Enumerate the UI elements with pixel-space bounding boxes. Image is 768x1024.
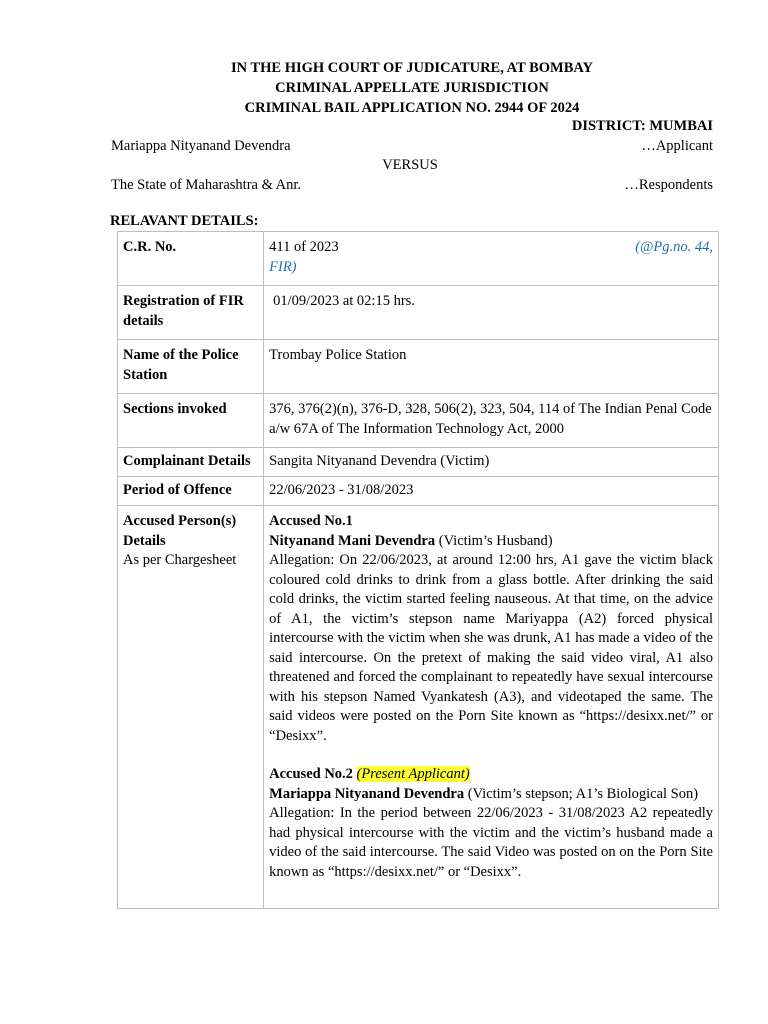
cr-reference-link[interactable]: (@Pg.no. 44, — [635, 239, 713, 255]
police-station-value: Trombay Police Station — [264, 340, 719, 394]
accused2-name: Mariappa Nityanand Devendra — [269, 785, 465, 802]
cr-value: 411 of 2023 — [269, 239, 339, 255]
cr-reference-link-cont[interactable]: FIR) — [269, 258, 297, 275]
applicant-role: …Applicant — [641, 138, 713, 154]
accused2-allegation: Allegation: In the period between 22/06/2023 - 31/08/2023 A2 repeatedly had physical intercourse with the victim and the victim’s husband made a video of the said intercourse. The said Video was posted on on the Porn Site known as “https://desixx.net/” or “Desixx”. — [269, 805, 713, 880]
cr-cell — [264, 232, 719, 286]
accused1-allegation: Allegation: On 22/06/2023, at around 12:00 hrs, A1 gave the victim black coloured cold drinks to drink from a glass bottle. After drinking the said cold drinks, the victim started feeling nauseous. At that time, on the advice of A1, the victim’s stepson name Mariyappa (A2) forced physical intercourse with the victim when she was drunk, A1 has made a video of the said intercourse. On the pretext of making the said video viral, A1 also threatened and forced the complainant to repeatedly have sexual intercourse with his stepson Named Vyankatesh (A3), and videotaped the same. The said videos were posted on the Porn Site known as “https://desixx.net/” or “Desixx”. — [269, 552, 713, 744]
jurisdiction: CRIMINAL APPELLATE JURISDICTION — [275, 80, 549, 96]
respondent-name: The State of Maharashtra & Anr. — [111, 177, 302, 193]
respondent-line — [111, 177, 713, 194]
police-station-label: Name of the Police Station — [118, 340, 264, 394]
accused1-relation: (Victim’s Husband) — [438, 532, 553, 549]
application-number: CRIMINAL BAIL APPLICATION NO. 2944 OF 2024 — [244, 100, 580, 116]
section-title: RELAVANT DETAILS: — [110, 213, 259, 229]
accused-label-cell — [118, 506, 264, 909]
applicant-name: Mariappa Nityanand Devendra — [111, 138, 291, 154]
accused1-name-line — [269, 532, 713, 552]
period-value: 22/06/2023 - 31/08/2023 — [264, 476, 719, 506]
complainant-label: Complainant Details — [118, 448, 264, 477]
period-label: Period of Offence — [118, 476, 264, 506]
sections-value: 376, 376(2)(n), 376-D, 328, 506(2), 323, 504, 114 of The Indian Penal Code a/w 67A of The Information Technology Act, 2000 — [264, 394, 719, 448]
table-row — [118, 394, 719, 448]
accused1-name: Nityanand Mani Devendra — [269, 532, 436, 549]
table-row — [118, 448, 719, 477]
applicant-line — [111, 138, 713, 155]
registration-value: 01/09/2023 at 02:15 hrs. — [264, 286, 719, 340]
table-row — [118, 506, 719, 909]
table-row — [118, 340, 719, 394]
versus: VERSUS — [382, 157, 438, 173]
details-table — [117, 231, 719, 909]
table-row — [118, 286, 719, 340]
registration-label: Registration of FIR details — [118, 286, 264, 340]
table-row — [118, 476, 719, 506]
accused1-title: Accused No.1 — [269, 513, 353, 529]
case-heading — [0, 58, 768, 118]
accused-sublabel: As per Chargesheet — [123, 552, 237, 568]
table-row — [118, 232, 719, 286]
present-applicant-highlight: (Present Applicant) — [356, 766, 470, 782]
complainant-value: Sangita Nityanand Devendra (Victim) — [264, 448, 719, 477]
accused2-relation: (Victim’s stepson; A1’s Biological Son) — [467, 785, 699, 802]
sections-label: Sections invoked — [118, 394, 264, 448]
accused2-name-line — [269, 785, 713, 805]
court-name: IN THE HIGH COURT OF JUDICATURE, AT BOMBAY — [230, 60, 594, 76]
accused2-title: Accused No.2 — [269, 766, 353, 782]
accused2-title-line — [269, 765, 713, 785]
accused-details — [264, 506, 719, 909]
respondent-role: …Respondents — [624, 177, 713, 193]
district: DISTRICT: MUMBAI — [571, 118, 713, 134]
cr-label: C.R. No. — [118, 232, 264, 286]
accused-label: Accused Person(s) Details — [123, 513, 237, 549]
